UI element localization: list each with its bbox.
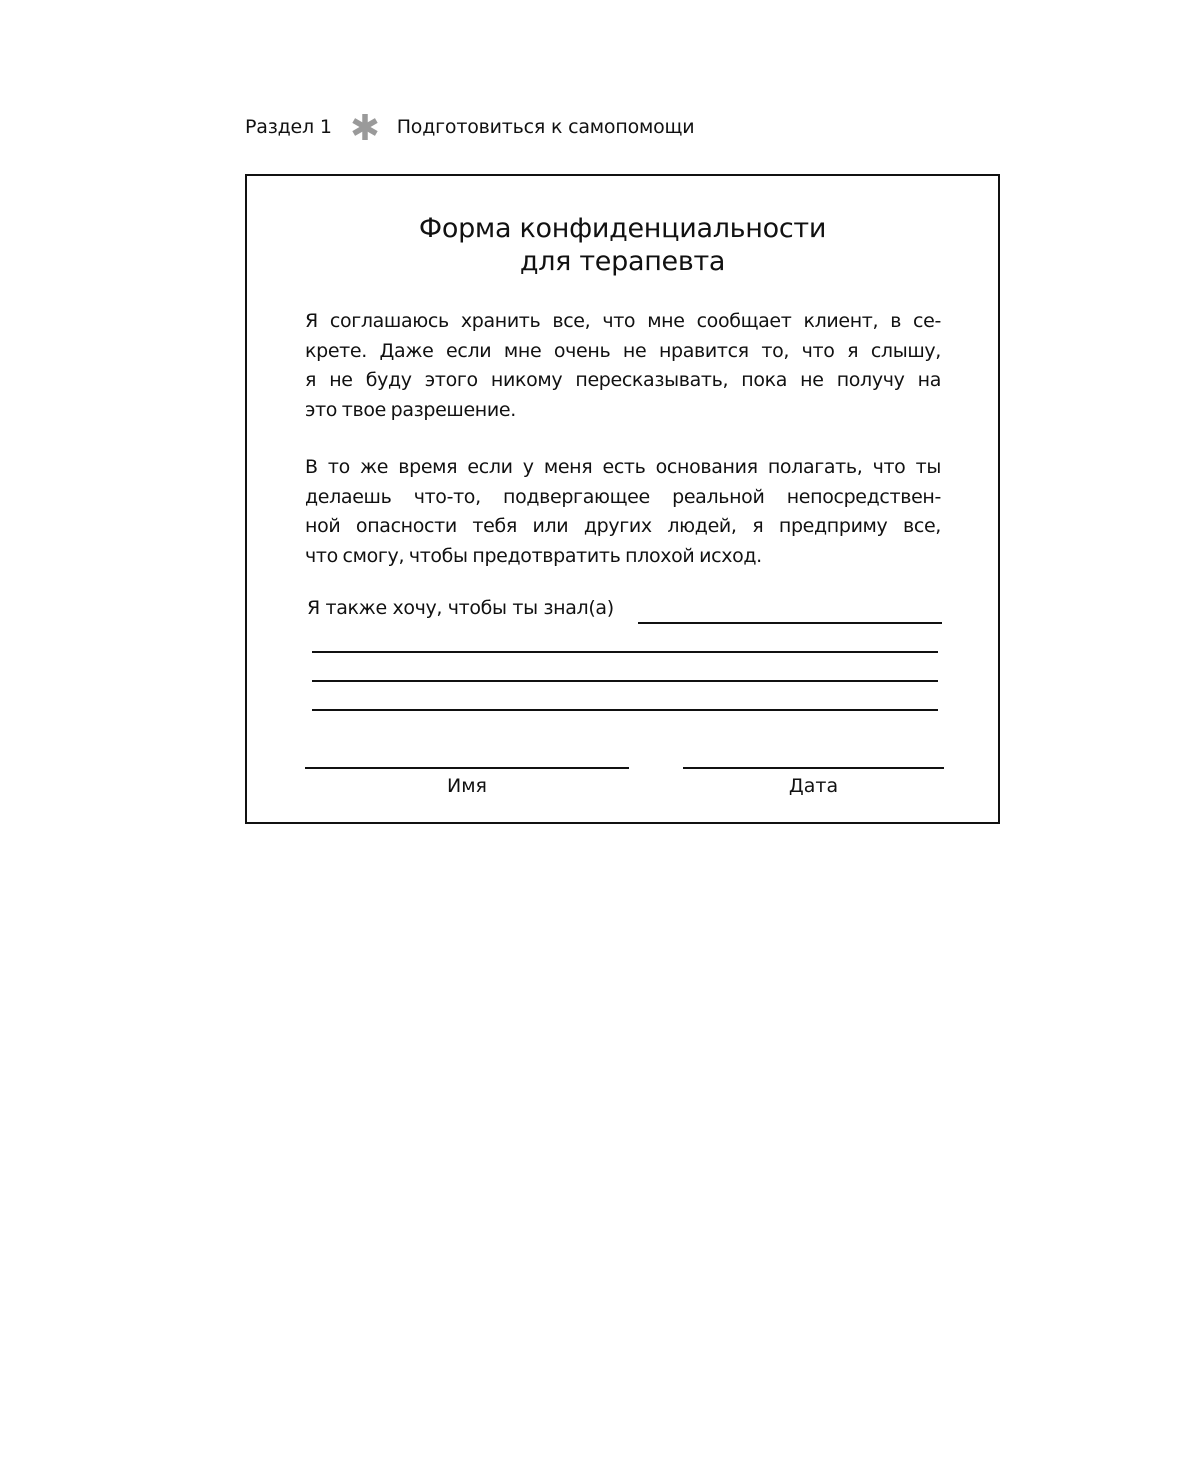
agreement-paragraph [305,307,941,425]
text-line: что смогу, чтобы предотвратить плохой исход. [305,544,762,567]
text-line: крете. Даже если мне очень не нравится то, что я слышу, [305,339,941,362]
name-signature-line[interactable] [305,767,629,769]
write-in-line-2[interactable] [312,680,938,682]
form-title [247,212,998,278]
running-header [245,112,694,142]
date-label: Дата [788,775,839,797]
exception-paragraph [305,453,941,571]
text-line: это твое разрешение. [305,398,516,421]
write-in-line-1[interactable] [312,651,938,653]
confidentiality-form [245,174,1000,824]
want-you-to-know-label: Я также хочу, чтобы ты знал(а) [307,597,614,619]
asterisk-icon [350,112,380,142]
name-label: Имя [447,775,487,797]
text-line: делаешь что-то, подвергающее реальной непосредствен- [305,485,941,508]
text-line: я не буду этого никому пересказывать, пока не получу на [305,369,941,391]
text-line: ной опасности тебя или других людей, я предприму все, [305,515,941,537]
write-in-line-3[interactable] [312,709,938,711]
text-line: Я соглашаюсь хранить все, что мне сообщает клиент, в се- [305,310,941,332]
form-title-line-1: Форма конфиденциальности [418,213,827,244]
section-label: Раздел 1 [245,116,332,138]
want-you-to-know-blank[interactable] [638,622,942,624]
form-title-line-2: для терапевта [519,246,726,277]
date-signature-line[interactable] [683,767,944,769]
chapter-title: Подготовиться к самопомощи [396,116,695,138]
text-line: В то же время если у меня есть основания полагать, что ты [305,456,941,478]
